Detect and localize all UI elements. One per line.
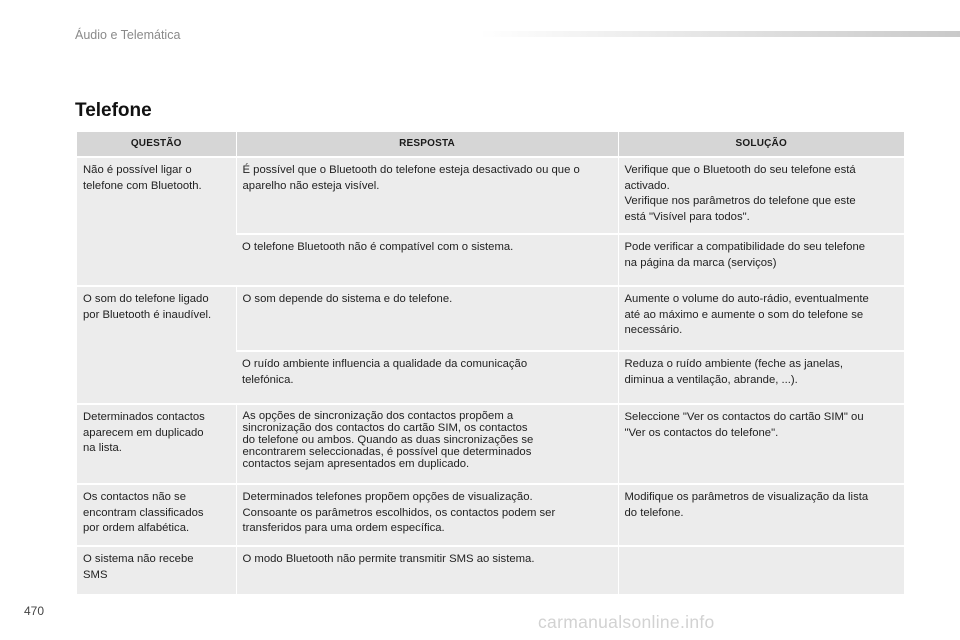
solution-cell xyxy=(618,546,904,594)
answer-cell: É possível que o Bluetooth do telefone esteja desactivado ou que o aparelho não esteja visível. xyxy=(236,157,618,234)
table-row xyxy=(77,546,904,594)
answer-cell: O modo Bluetooth não permite transmitir SMS ao sistema. xyxy=(236,546,618,594)
troubleshooting-table xyxy=(77,132,904,594)
column-header-solucao: SOLUÇÃO xyxy=(618,132,904,157)
question-cell: Não é possível ligar o telefone com Bluetooth. xyxy=(77,157,236,286)
question-cell: Determinados contactos aparecem em duplicado na lista. xyxy=(77,404,236,484)
solution-cell: Seleccione "Ver os contactos do cartão SIM" ou "Ver os contactos do telefone". xyxy=(618,404,904,484)
page-number: 470 xyxy=(24,604,45,618)
question-cell: O som do telefone ligado por Bluetooth é inaudível. xyxy=(77,286,236,404)
table-row xyxy=(77,286,904,351)
page-title: Telefone xyxy=(75,100,152,121)
answer-cell: O ruído ambiente influencia a qualidade da comunicação telefónica. xyxy=(236,351,618,404)
header-decorative-bar xyxy=(480,31,960,37)
solution-cell: Modifique os parâmetros de visualização da lista do telefone. xyxy=(618,484,904,546)
table-row xyxy=(77,484,904,546)
solution-cell: Reduza o ruído ambiente (feche as janelas, diminua a ventilação, abrande, ...). xyxy=(618,351,904,404)
table-row xyxy=(77,157,904,234)
answer-cell: O telefone Bluetooth não é compatível com o sistema. xyxy=(236,234,618,286)
solution-cell: Verifique que o Bluetooth do seu telefone está activado. Verifique nos parâmetros do telefone que este está "Visível para todos". xyxy=(618,157,904,234)
table-row xyxy=(77,404,904,484)
column-header-resposta: RESPOSTA xyxy=(236,132,618,157)
question-cell: O sistema não recebe SMS xyxy=(77,546,236,594)
question-cell: Os contactos não se encontram classificados por ordem alfabética. xyxy=(77,484,236,546)
table-header-row xyxy=(77,132,904,157)
answer-cell: O som depende do sistema e do telefone. xyxy=(236,286,618,351)
solution-cell: Pode verificar a compatibilidade do seu telefone na página da marca (serviços) xyxy=(618,234,904,286)
solution-cell: Aumente o volume do auto-rádio, eventualmente até ao máximo e aumente o som do telefone se necessário. xyxy=(618,286,904,351)
column-header-questao: QUESTÃO xyxy=(77,132,236,157)
section-header: Áudio e Telemática xyxy=(75,28,181,42)
answer-cell: Determinados telefones propõem opções de visualização. Consoante os parâmetros escolhidos, os contactos podem ser transferidos para uma ordem específica. xyxy=(236,484,618,546)
watermark: carmanualsonline.info xyxy=(538,612,715,632)
answer-cell: As opções de sincronização dos contactos propõem a sincronização dos contactos do cartão SIM, os contactos do telefone ou ambos. Quando as duas sincronizações se encontrarem seleccionadas, é possível que determinados contactos sejam apresentados em duplicado. xyxy=(236,404,618,484)
